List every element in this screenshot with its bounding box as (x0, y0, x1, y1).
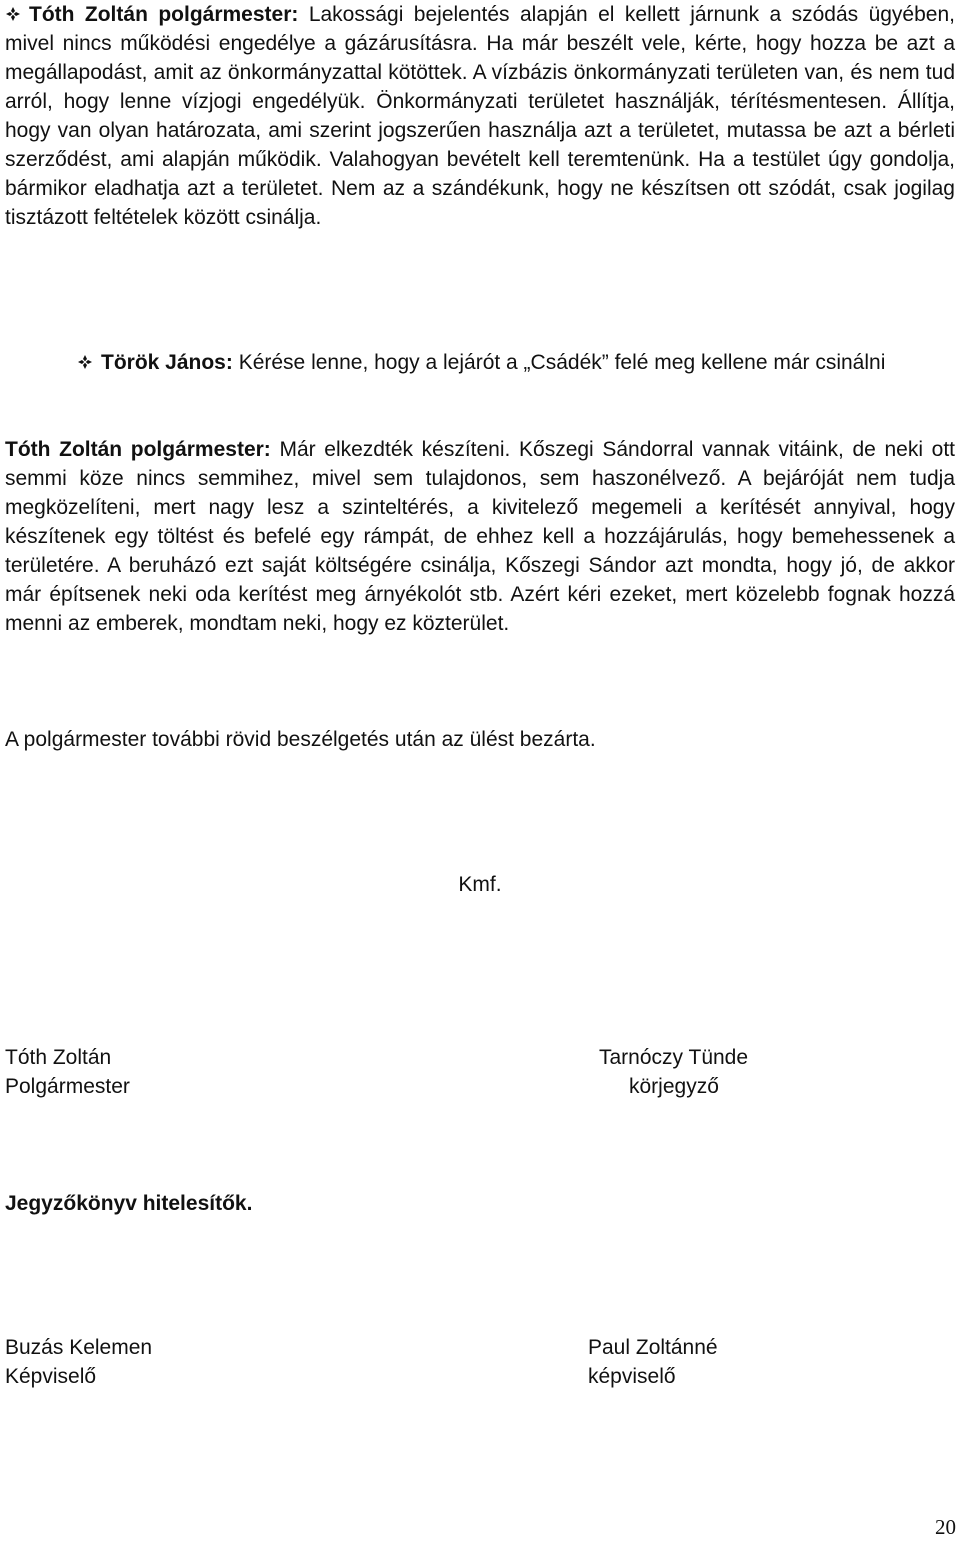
signature-left-title: Polgármester (5, 1075, 130, 1098)
section-toth-1 (5, 0, 955, 232)
signature-right-name: Tarnóczy Tünde (599, 1046, 749, 1069)
authenticators-heading: Jegyzőkönyv hitelesítők. (5, 1192, 253, 1215)
authenticator-right-title: képviselő (588, 1365, 676, 1388)
speaker-label: Tóth Zoltán polgármester: (5, 438, 271, 461)
section-toth-2 (5, 435, 955, 638)
speaker-label: Tóth Zoltán polgármester: (29, 3, 299, 26)
signature-left-name: Tóth Zoltán (5, 1046, 112, 1069)
section-text: Már elkezdték készíteni. Kőszegi Sándorral vannak vitáink, de neki ott semmi köze nincs semmihez, mivel sem tulajdonos, sem haszonélvező. A bejáróját nem tudja megközelíteni, mert nagy lesz a szinteltérés, a kivitelező megemeli a kerítését annyival, hogy készítenek egy töltést és befelé egy rámpát, de ehhez kell a hozzájárulás, hogy bemehessenek a területére. A beruházó ezt saját költségére csinálja, Kőszegi Sándor azt mondta, hogy jó, de akkor már építsenek neki oda kerítést meg árnyékolót stb. Azért kéri ezeket, mert közelebb fognak hozzá menni az emberek, mondtam neki, hogy ez közterület. (5, 438, 955, 635)
section-text: Lakossági bejelentés alapján el kellett járnunk a szódás ügyében, mivel nincs működési engedélye a gázárusításra. Ha már beszélt vele, kérte, hogy hozza be azt a megállapodást, amit az önkormányzattal kötöttek. A vízbázis önkormányzati területen van, és nem tud arról, hogy lenne vízjogi engedélyük. Önkormányzati területet használják, térítésmentesen. Állítja, hogy van olyan határozata, ami szerint jogszerűen használja azt a területet, mutassa be azt a bérleti szerződést, ami alapján működik. Valahogyan bevételt kell teremtenünk. Ha a testület úgy gondolja, bármikor eladhatja azt a területet. Nem az a szándékunk, hogy ne készítsen ott szódát, csak jogilag tisztázott feltételek között csinálja. (5, 3, 955, 229)
authenticator-left-title: Képviselő (5, 1365, 97, 1388)
signature-right-title: körjegyző (629, 1075, 719, 1098)
diamond-bullet-icon (5, 6, 21, 22)
kmf-label: Kmf. (458, 873, 502, 896)
section-text: Kérése lenne, hogy a lejárót a „Csádék” felé meg kellene már csinálni (238, 351, 886, 374)
closing-statement: A polgármester további rövid beszélgetés után az ülést bezárta. (5, 728, 596, 751)
authenticator-left-name: Buzás Kelemen (5, 1336, 153, 1359)
diamond-bullet-icon (77, 354, 93, 370)
authenticator-right-name: Paul Zoltánné (588, 1336, 718, 1359)
speaker-label: Török János: (101, 351, 233, 374)
page-number: 20 (935, 1515, 956, 1539)
document-page (5, 0, 955, 1541)
section-torok (5, 348, 955, 377)
